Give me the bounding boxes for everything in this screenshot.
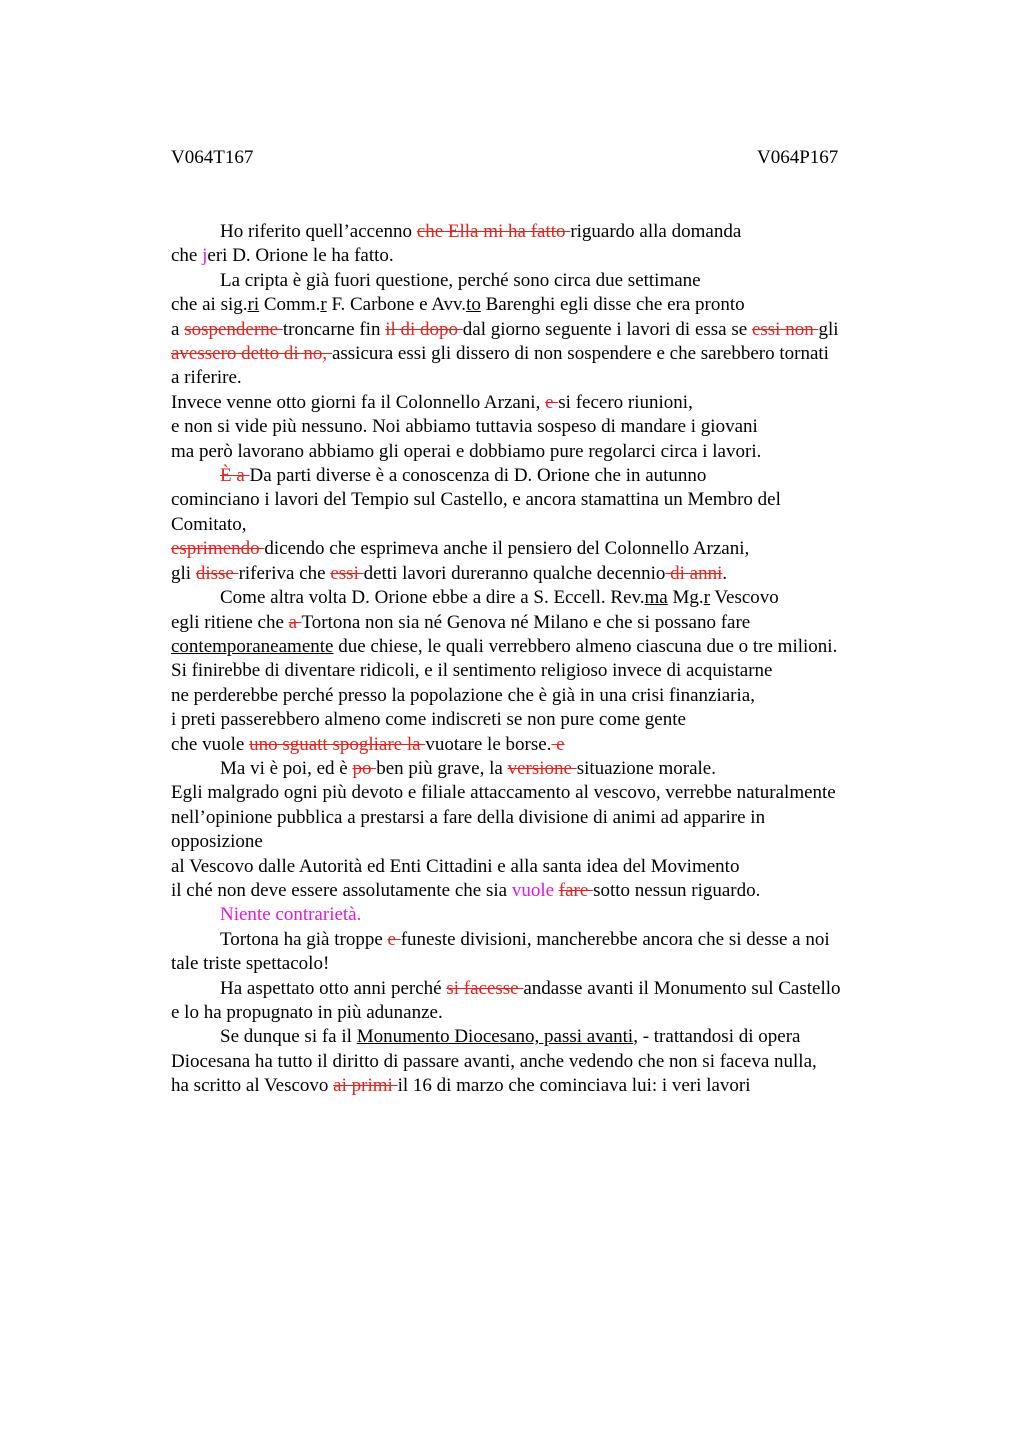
text-segment: e non si vide più nessuno. Noi abbiamo tuttavia sospeso di mandare i giovani	[171, 416, 758, 438]
text-line	[171, 464, 911, 488]
text-line	[171, 1001, 911, 1025]
text-segment: il ché non deve essere assolutamente che sia	[171, 879, 512, 901]
text-segment: il 16 di marzo che cominciava lui: i veri lavori	[397, 1075, 751, 1097]
text-line	[171, 415, 911, 439]
text-line	[171, 318, 911, 342]
deleted-text: il di dopo	[385, 318, 463, 340]
text-line	[171, 928, 911, 952]
text-line	[171, 562, 911, 586]
letter-body	[171, 220, 911, 1099]
text-segment: Barenghi egli disse che era pronto	[480, 294, 745, 316]
text-segment: Ho riferito quell’accenno	[220, 221, 417, 242]
text-segment: assicura essi gli dissero di non sospendere e che sarebbero tornati	[331, 343, 829, 365]
underlined-text: r	[703, 587, 710, 609]
text-segment: Si finirebbe di diventare ridicoli, e il sentimento religioso invece di acquistarne	[171, 660, 773, 682]
text-segment: a riferire.	[171, 367, 242, 389]
text-segment: Tortona ha già troppe	[220, 928, 388, 950]
text-line	[171, 1050, 911, 1074]
text-line	[171, 342, 911, 366]
inserted-text: vuole	[511, 879, 559, 901]
deleted-text: fare	[558, 879, 594, 901]
deleted-text: avessero detto di no,	[171, 343, 332, 365]
text-segment: dicendo che esprimeva anche il pensiero del Colonnello Arzani,	[264, 538, 750, 560]
text-segment: riferiva che	[238, 562, 331, 584]
text-segment: nell’opinione pubblica a prestarsi a fare della divisione di animi ad apparire in	[171, 806, 766, 828]
deleted-text: esprimendo	[171, 538, 265, 560]
text-segment: .	[722, 562, 728, 584]
deleted-text: di anni	[665, 562, 723, 584]
text-segment: si fecero riunioni,	[558, 391, 693, 413]
deleted-text: essi non	[751, 318, 819, 340]
text-line	[171, 635, 911, 659]
inserted-text: j	[202, 245, 208, 267]
text-line	[171, 830, 911, 854]
text-segment: ne perderebbe perché presso la popolazione che è già in una crisi finanziaria,	[171, 684, 755, 706]
text-segment: Ha aspettato otto anni perché	[220, 977, 447, 999]
text-segment: ma però lavorano abbiamo gli operai e dobbiamo pure regolarci circa i lavori.	[171, 440, 762, 462]
text-line	[171, 513, 911, 537]
text-segment: eri D. Orione le ha fatto.	[207, 245, 394, 267]
text-line	[171, 903, 911, 927]
text-line	[171, 611, 911, 635]
text-line	[171, 757, 911, 781]
text-line	[171, 220, 911, 244]
text-segment: opposizione	[171, 831, 263, 853]
text-line	[171, 708, 911, 732]
text-segment: La cripta è già fuori questione, perché sono circa due settimane	[220, 269, 701, 291]
text-line	[171, 879, 911, 903]
text-segment: ha scritto al Vescovo	[171, 1075, 334, 1097]
text-segment: Vescovo	[709, 587, 779, 609]
text-segment: Egli malgrado ogni più devoto e filiale attaccamento al vescovo, verrebbe naturalmente	[171, 782, 836, 804]
deleted-text: e	[545, 391, 559, 413]
deleted-text: a	[288, 611, 302, 633]
text-line	[171, 488, 911, 512]
deleted-text: essi	[330, 562, 364, 584]
text-segment: detti lavori dureranno qualche decennio	[363, 562, 666, 584]
text-segment: dal giorno seguente i lavori di essa se	[462, 318, 752, 340]
text-line	[171, 659, 911, 683]
text-line	[171, 733, 911, 757]
text-line	[171, 781, 911, 805]
deleted-text: disse	[195, 562, 239, 584]
text-segment: Come altra volta D. Orione ebbe a dire a S. Eccell. Rev.	[220, 587, 645, 609]
text-segment: situazione morale.	[576, 757, 716, 779]
deleted-text: versione	[507, 757, 577, 779]
text-segment: ben più grave, la	[376, 757, 508, 779]
text-segment: Tortona non sia né Genova né Milano e che si possano fare	[301, 611, 751, 633]
text-segment: vuotare le borse.	[425, 733, 552, 755]
underlined-text: r	[320, 294, 327, 316]
text-segment: Da parti diverse è a conoscenza di D. Orione che in autunno	[249, 465, 707, 487]
text-segment: Ma vi è poi, ed è	[220, 757, 353, 779]
text-segment: che	[171, 245, 203, 267]
text-segment: due chiese, le quali verrebbero almeno ciascuna due o tre milioni.	[333, 635, 838, 657]
text-segment: al Vescovo dalle Autorità ed Enti Cittadini e alla santa idea del Movimento	[171, 855, 740, 877]
deleted-text: sospenderne	[184, 318, 283, 340]
text-segment: funeste divisioni, mancherebbe ancora che si desse a noi	[400, 928, 830, 950]
underlined-text: Monumento Diocesano, passi avanti	[356, 1026, 634, 1048]
text-line	[171, 537, 911, 561]
text-segment: , - trattandosi di opera	[633, 1026, 801, 1048]
underlined-text: ma	[644, 587, 668, 609]
deleted-text: po	[352, 757, 377, 779]
text-line	[171, 244, 911, 268]
text-line	[171, 952, 911, 976]
text-segment: e lo ha propugnato in più adunanze.	[171, 1002, 443, 1023]
text-segment: gli	[171, 562, 196, 584]
inserted-text: Niente contrarietà.	[220, 904, 362, 926]
text-segment: che vuole	[171, 733, 250, 755]
text-segment: riguardo alla domanda	[570, 221, 742, 242]
text-line	[171, 293, 911, 317]
text-segment: Comm.	[259, 294, 321, 316]
deleted-text: e	[387, 928, 401, 950]
header-right-code: V064P167	[757, 147, 839, 168]
deleted-text: si facesse	[446, 977, 524, 999]
text-segment: andasse avanti il Monumento sul Castello	[523, 977, 841, 999]
text-segment: troncarne fin	[282, 318, 386, 340]
text-segment: Diocesana ha tutto il diritto di passare avanti, anche vedendo che non si faceva nulla,	[171, 1050, 817, 1072]
text-segment: che ai sig.	[171, 294, 248, 316]
text-segment: F. Carbone e Avv.	[326, 294, 467, 316]
deleted-text: e	[551, 733, 565, 755]
underlined-text: contemporaneamente	[171, 635, 334, 657]
underlined-text: ri	[247, 294, 260, 316]
text-line	[171, 440, 911, 464]
text-segment: cominciano i lavori del Tempio sul Castello, e ancora stamattina un Membro del	[171, 489, 781, 511]
text-line	[171, 1074, 911, 1098]
text-line	[171, 1025, 911, 1049]
text-line	[171, 977, 911, 1001]
text-segment: tale triste spettacolo!	[171, 953, 330, 975]
text-segment: Comitato,	[171, 513, 247, 535]
text-line	[171, 586, 911, 610]
text-line	[171, 684, 911, 708]
text-segment: a	[171, 318, 185, 340]
text-segment: sotto nessun riguardo.	[593, 879, 761, 901]
deleted-text: che Ella mi ha fatto	[416, 221, 571, 242]
text-segment: Se dunque si fa il	[220, 1026, 357, 1048]
deleted-text: È a	[220, 465, 250, 487]
deleted-text: ai primi	[333, 1075, 398, 1097]
text-segment: Invece venne otto giorni fa il Colonnello Arzani,	[171, 391, 546, 413]
text-line	[171, 391, 911, 415]
text-line	[171, 806, 911, 830]
text-line	[171, 269, 911, 293]
header-left-code: V064T167	[171, 147, 254, 168]
text-segment: i preti passerebbero almeno come indiscreti se non pure come gente	[171, 709, 686, 731]
text-segment: gli	[818, 318, 839, 340]
text-line	[171, 855, 911, 879]
text-segment: egli ritiene che	[171, 611, 289, 633]
deleted-text: uno sguatt spogliare la	[249, 733, 426, 755]
underlined-text: to	[466, 294, 481, 316]
text-line	[171, 366, 911, 390]
text-segment: Mg.	[667, 587, 704, 609]
